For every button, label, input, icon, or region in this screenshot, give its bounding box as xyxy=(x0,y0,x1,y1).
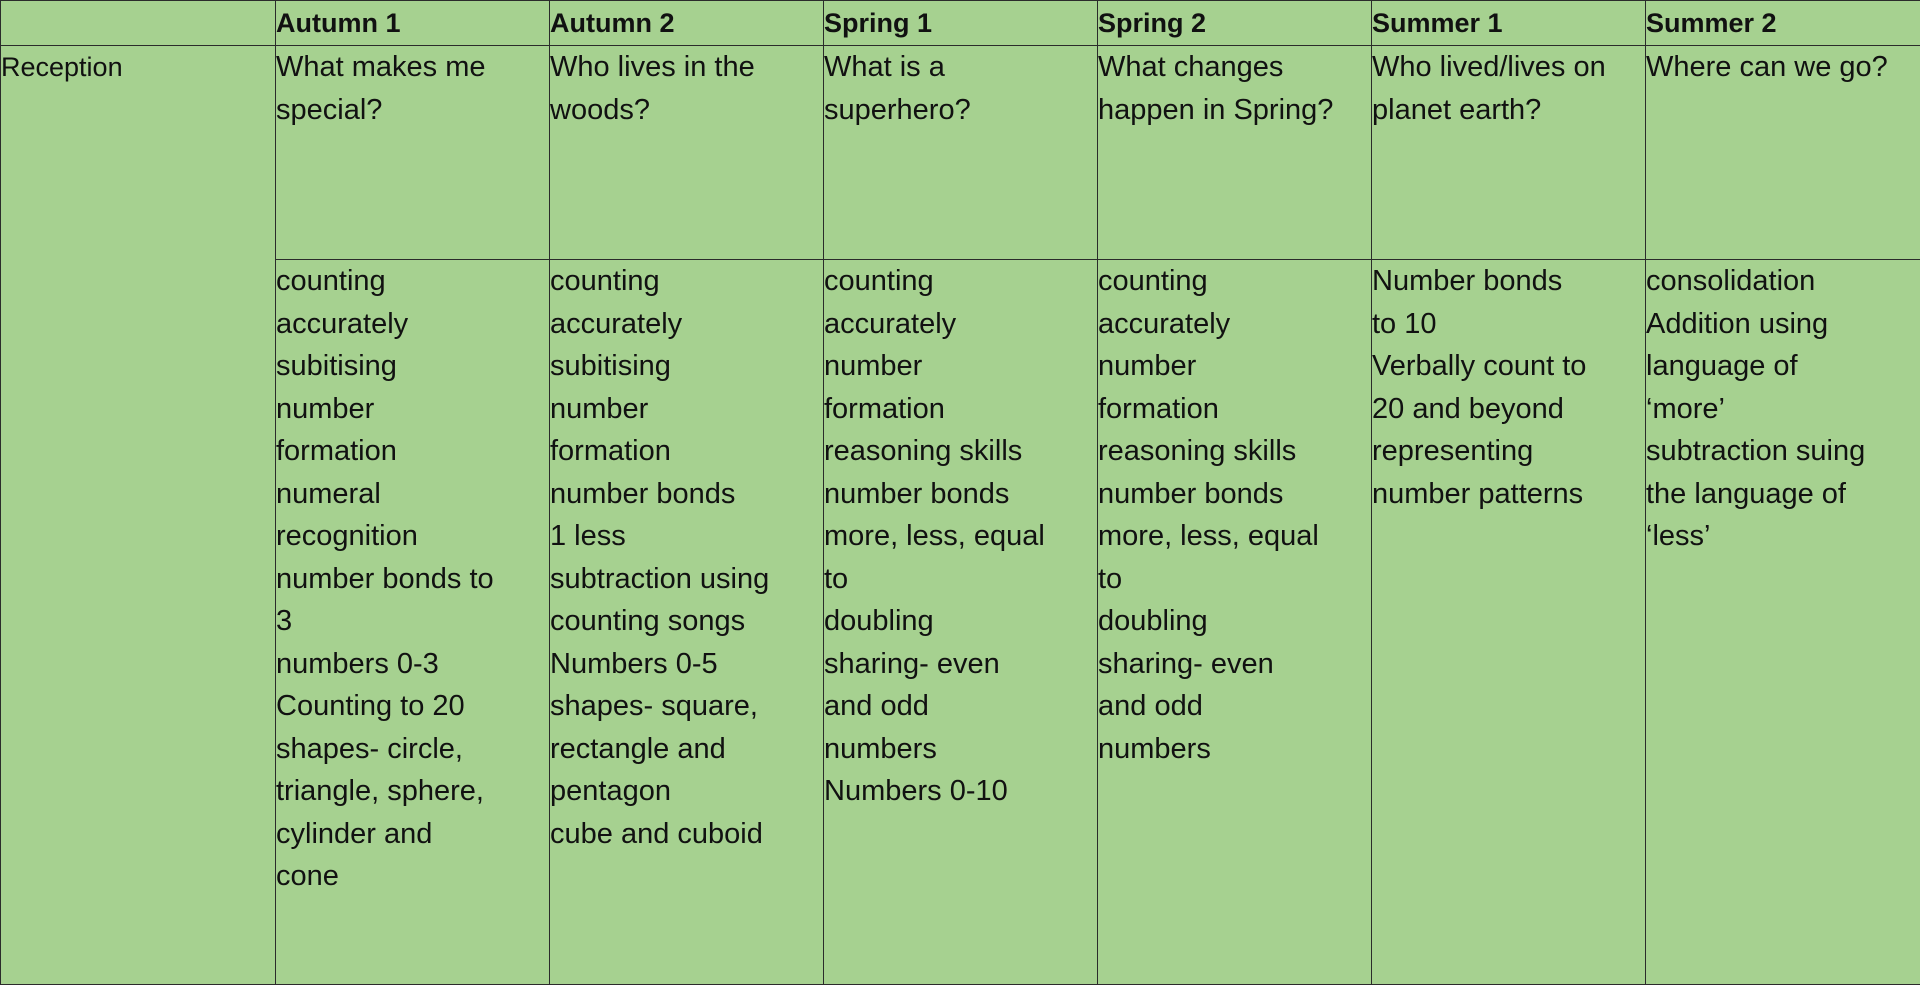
header-blank-cell xyxy=(1,1,276,46)
content-line: representing xyxy=(1372,435,1534,467)
content-line: and odd xyxy=(824,690,929,722)
content-line: number bonds to xyxy=(276,562,494,595)
content-summer-1 xyxy=(1372,260,1646,985)
content-line: Addition using xyxy=(1646,307,1829,340)
content-line: language of xyxy=(1646,350,1798,382)
content-line: number bonds xyxy=(824,477,1010,510)
content-line: counting xyxy=(1098,265,1208,297)
content-autumn-1 xyxy=(276,260,550,985)
content-line: Numbers 0-5 xyxy=(550,647,718,680)
content-line: consolidation xyxy=(1646,265,1816,297)
content-line: triangle, sphere, xyxy=(276,775,484,807)
content-line: the language of xyxy=(1646,477,1846,510)
topic-summer-2: Where can we go? xyxy=(1646,46,1920,260)
content-line: number bonds xyxy=(1098,477,1284,510)
content-line: cylinder and xyxy=(276,817,433,850)
content-line: reasoning skills xyxy=(824,435,1023,467)
content-line: and odd xyxy=(1098,690,1203,722)
topic-summer-1: Who lived/lives on planet earth? xyxy=(1372,46,1646,260)
topic-autumn-2: Who lives in the woods? xyxy=(550,46,824,260)
content-line: Number bonds xyxy=(1372,265,1563,297)
content-autumn-2 xyxy=(550,260,824,985)
content-line: counting songs xyxy=(550,605,746,637)
content-line: accurately xyxy=(550,307,683,340)
content-line: number xyxy=(276,392,375,425)
content-line: rectangle and xyxy=(550,732,726,765)
topic-spring-1: What is a superhero? xyxy=(824,46,1098,260)
content-line: accurately xyxy=(824,307,957,340)
header-autumn-1: Autumn 1 xyxy=(276,1,550,46)
content-line: formation xyxy=(550,435,671,467)
header-row xyxy=(1,1,1920,46)
content-line: counting xyxy=(824,265,934,297)
topic-autumn-1: What makes me special? xyxy=(276,46,550,260)
content-line: numbers xyxy=(824,732,937,765)
content-line: reasoning skills xyxy=(1098,435,1297,467)
content-spring-2 xyxy=(1098,260,1372,985)
header-summer-1: Summer 1 xyxy=(1372,1,1646,46)
header-summer-2: Summer 2 xyxy=(1646,1,1920,46)
content-line: cube and cuboid xyxy=(550,817,763,850)
content-line: number patterns xyxy=(1372,477,1584,510)
content-line: ‘less’ xyxy=(1646,520,1711,552)
content-line: subtraction suing xyxy=(1646,435,1866,467)
content-line: doubling xyxy=(824,605,934,637)
content-line: shapes- circle, xyxy=(276,732,463,765)
content-line: numbers xyxy=(1098,732,1211,765)
content-line: recognition xyxy=(276,520,418,552)
content-line: subitising xyxy=(550,350,671,382)
content-line: pentagon xyxy=(550,775,671,807)
content-line: formation xyxy=(1098,392,1219,425)
content-line: doubling xyxy=(1098,605,1208,637)
content-line: more, less, equal xyxy=(824,520,1045,552)
content-line: cone xyxy=(276,860,339,892)
content-line: more, less, equal xyxy=(1098,520,1319,552)
content-line: to xyxy=(1098,562,1123,595)
content-line: Numbers 0-10 xyxy=(824,775,1008,807)
content-line: accurately xyxy=(276,307,409,340)
content-line: 3 xyxy=(276,605,293,637)
content-line: to 10 xyxy=(1372,307,1437,340)
content-line: Counting to 20 xyxy=(276,690,465,722)
header-spring-2: Spring 2 xyxy=(1098,1,1372,46)
content-line: shapes- square, xyxy=(550,690,758,722)
header-spring-1: Spring 1 xyxy=(824,1,1098,46)
topic-spring-2: What changes happen in Spring? xyxy=(1098,46,1372,260)
content-line: counting xyxy=(550,265,660,297)
content-line: Verbally count to xyxy=(1372,350,1587,382)
content-line: 1 less xyxy=(550,520,626,552)
content-line: 20 and beyond xyxy=(1372,392,1564,425)
content-line: number xyxy=(824,350,923,382)
topic-row xyxy=(1,46,1920,260)
header-autumn-2: Autumn 2 xyxy=(550,1,824,46)
content-line: sharing- even xyxy=(824,647,1000,680)
content-line: to xyxy=(824,562,849,595)
content-line: numbers 0-3 xyxy=(276,647,439,680)
year-label-reception: Reception xyxy=(1,46,276,985)
content-line: number bonds xyxy=(550,477,736,510)
content-line: numeral xyxy=(276,477,381,510)
content-line: counting xyxy=(276,265,386,297)
content-line: number xyxy=(550,392,649,425)
content-line: accurately xyxy=(1098,307,1231,340)
content-summer-2 xyxy=(1646,260,1920,985)
content-line: sharing- even xyxy=(1098,647,1274,680)
content-line: formation xyxy=(276,435,397,467)
content-line: formation xyxy=(824,392,945,425)
content-line: number xyxy=(1098,350,1197,382)
content-line: subtraction using xyxy=(550,562,770,595)
content-spring-1 xyxy=(824,260,1098,985)
content-row xyxy=(1,260,1920,985)
content-line: subitising xyxy=(276,350,397,382)
content-line: ‘more’ xyxy=(1646,392,1725,425)
